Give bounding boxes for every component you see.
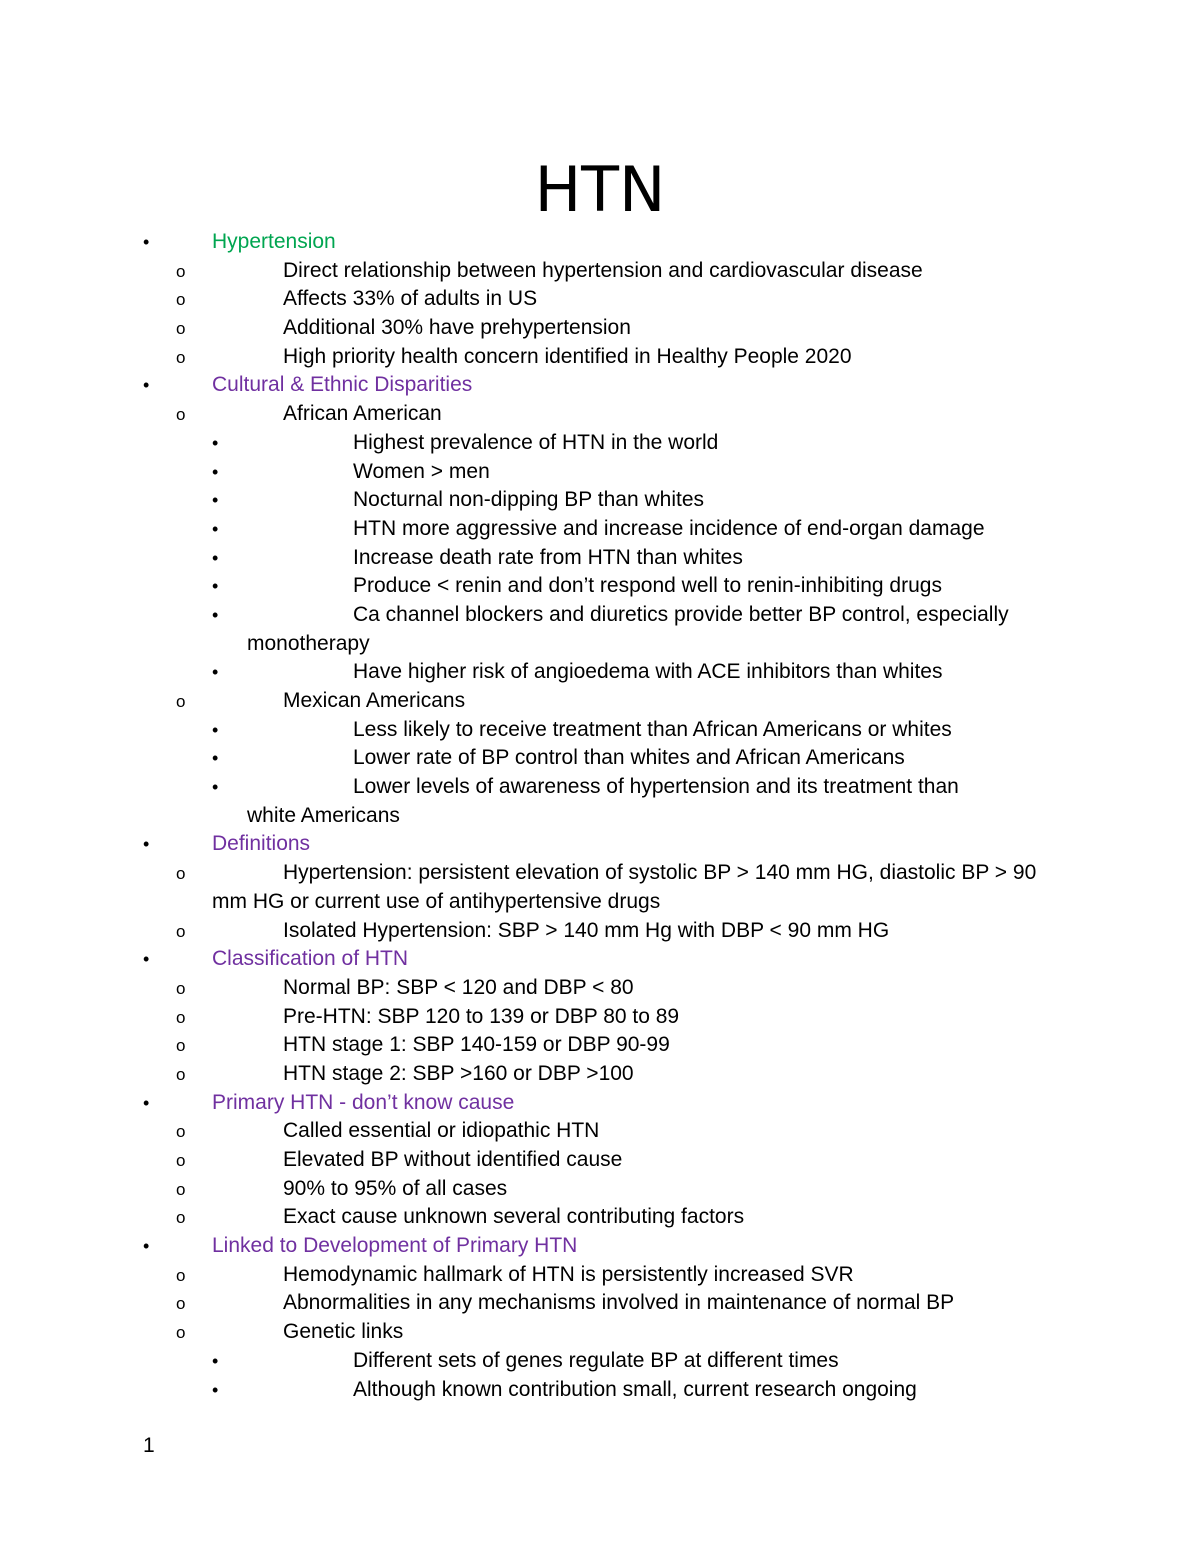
section-heading: Cultural & Ethnic Disparities <box>212 373 473 397</box>
bullet-icon: • <box>212 1350 219 1371</box>
outline-item-level-3 <box>0 572 1200 601</box>
outline-item-level-2 <box>0 400 1200 429</box>
outline-text: High priority health concern identified in Healthy People 2020 <box>283 344 852 368</box>
outline-text: Produce < renin and don’t respond well to renin-inhibiting drugs <box>353 574 942 598</box>
outline-text: Different sets of genes regulate BP at different times <box>353 1348 839 1372</box>
outline-text: Less likely to receive treatment than African Americans or whites <box>353 717 952 741</box>
hollow-bullet-icon: o <box>176 347 186 367</box>
outline-item-level-1 <box>0 371 1200 400</box>
outline-text: HTN stage 1: SBP 140-159 or DBP 90-99 <box>283 1033 670 1057</box>
outline-item-level-cont3 <box>0 802 1200 831</box>
outline-item-level-3 <box>0 773 1200 802</box>
outline-text: Exact cause unknown several contributing factors <box>283 1205 745 1229</box>
outline-item-level-3 <box>0 515 1200 544</box>
hollow-bullet-icon: o <box>176 1265 186 1285</box>
outline-item-level-3 <box>0 544 1200 573</box>
page-number: 1 <box>143 1434 155 1457</box>
outline-text: Highest prevalence of HTN in the world <box>353 430 719 454</box>
hollow-bullet-icon: o <box>176 864 186 884</box>
outline-item-level-2 <box>0 1203 1200 1232</box>
outline-text: Although known contribution small, current research ongoing <box>353 1377 917 1401</box>
hollow-bullet-icon: o <box>176 1151 186 1170</box>
section-heading: Definitions <box>212 832 311 856</box>
outline-item-level-2 <box>0 859 1200 888</box>
bullet-icon: • <box>212 1379 219 1400</box>
outline-item-level-1 <box>0 228 1200 257</box>
outline-item-level-3 <box>0 429 1200 458</box>
hollow-bullet-icon: o <box>176 319 186 339</box>
outline-text: white Americans <box>247 803 400 827</box>
bullet-icon: • <box>212 576 219 597</box>
outline-text: HTN more aggressive and increase incidence of end-organ damage <box>353 516 985 540</box>
bullet-icon: • <box>212 432 219 453</box>
outline-item-level-2 <box>0 1175 1200 1204</box>
outline-text: Mexican Americans <box>283 689 466 712</box>
outline-item-level-3 <box>0 458 1200 487</box>
outline-text: monotherapy <box>247 631 370 655</box>
outline-text: Called essential or idiopathic HTN <box>283 1119 600 1143</box>
outline-item-level-3 <box>0 744 1200 773</box>
bullet-icon: • <box>143 375 150 396</box>
bullet-icon: • <box>212 518 219 539</box>
outline-text: Normal BP: SBP < 120 and DBP < 80 <box>283 975 634 999</box>
outline-item-level-2 <box>0 343 1200 372</box>
outline-text: Lower levels of awareness of hypertension and its treatment than <box>353 775 959 799</box>
bullet-icon: • <box>143 232 150 252</box>
outline-list <box>0 228 1200 1404</box>
outline-item-level-cont2 <box>0 888 1200 917</box>
outline-item-level-3 <box>0 486 1200 515</box>
outline-text: Lower rate of BP control than whites and African Americans <box>353 746 905 770</box>
outline-text: Affects 33% of adults in US <box>283 287 538 311</box>
outline-text: Women > men <box>353 459 490 483</box>
outline-item-level-1 <box>0 830 1200 859</box>
outline-text: Isolated Hypertension: SBP > 140 mm Hg with DBP < 90 mm HG <box>283 918 890 942</box>
outline-item-level-2 <box>0 257 1200 286</box>
outline-item-level-2 <box>0 1318 1200 1347</box>
outline-item-level-2 <box>0 285 1200 314</box>
outline-item-level-cont3 <box>0 630 1200 659</box>
outline-item-level-1 <box>0 1232 1200 1261</box>
outline-item-level-2 <box>0 1289 1200 1318</box>
hollow-bullet-icon: o <box>176 921 186 941</box>
outline-text: Increase death rate from HTN than whites <box>353 545 743 569</box>
outline-text: Genetic links <box>283 1320 404 1344</box>
bullet-icon: • <box>143 1092 150 1113</box>
outline-text: Direct relationship between hypertension and cardiovascular disease <box>283 258 923 282</box>
outline-text: Pre-HTN: SBP 120 to 139 or DBP 80 to 89 <box>283 1004 680 1028</box>
hollow-bullet-icon: o <box>176 1208 186 1228</box>
outline-item-level-3 <box>0 658 1200 687</box>
bullet-icon: • <box>212 777 219 798</box>
hollow-bullet-icon: o <box>176 1179 186 1199</box>
bullet-icon: • <box>212 748 219 769</box>
outline-item-level-2 <box>0 1261 1200 1290</box>
bullet-icon: • <box>212 662 219 683</box>
section-heading: Linked to Development of Primary HTN <box>212 1234 578 1258</box>
outline-item-level-2 <box>0 687 1200 716</box>
outline-item-level-2 <box>0 1060 1200 1089</box>
hollow-bullet-icon: o <box>176 290 186 310</box>
outline-item-level-2 <box>0 314 1200 343</box>
hollow-bullet-icon: o <box>176 261 186 281</box>
outline-text: African American <box>283 402 442 426</box>
outline-item-level-1 <box>0 1089 1200 1118</box>
outline-text: Hemodynamic hallmark of HTN is persistently increased SVR <box>283 1262 854 1286</box>
outline-text: Abnormalities in any mechanisms involved in maintenance of normal BP <box>283 1291 955 1315</box>
section-heading: Hypertension <box>212 230 336 253</box>
outline-item-level-1 <box>0 945 1200 974</box>
outline-text: 90% to 95% of all cases <box>283 1176 508 1200</box>
section-heading: Classification of HTN <box>212 947 409 971</box>
hollow-bullet-icon: o <box>176 978 186 998</box>
hollow-bullet-icon: o <box>176 692 186 711</box>
bullet-icon: • <box>212 490 219 511</box>
outline-text: Nocturnal non-dipping BP than whites <box>353 488 705 512</box>
bullet-icon: • <box>212 547 219 568</box>
outline-text: Additional 30% have prehypertension <box>283 316 631 340</box>
outline-item-level-3 <box>0 716 1200 745</box>
bullet-icon: • <box>143 1236 150 1257</box>
outline-text: Have higher risk of angioedema with ACE inhibitors than whites <box>353 660 943 684</box>
outline-item-level-3 <box>0 601 1200 630</box>
outline-text: mm HG or current use of antihypertensive drugs <box>212 889 661 913</box>
hollow-bullet-icon: o <box>176 1323 186 1343</box>
hollow-bullet-icon: o <box>176 1122 186 1142</box>
bullet-icon: • <box>143 834 150 855</box>
hollow-bullet-icon: o <box>176 1007 186 1027</box>
outline-item-level-2 <box>0 917 1200 946</box>
section-heading: Primary HTN - don’t know cause <box>212 1090 515 1114</box>
outline-item-level-2 <box>0 974 1200 1003</box>
outline-text: Ca channel blockers and diuretics provide better BP control, especially <box>353 602 1009 626</box>
bullet-icon: • <box>212 719 219 740</box>
outline-text: Hypertension: persistent elevation of systolic BP > 140 mm HG, diastolic BP > 90 <box>283 861 1037 885</box>
bullet-icon: • <box>212 604 219 625</box>
hollow-bullet-icon: o <box>176 1294 186 1314</box>
bullet-icon: • <box>143 949 150 970</box>
bullet-icon: • <box>212 461 219 482</box>
outline-text: Elevated BP without identified cause <box>283 1148 623 1171</box>
outline-item-level-3 <box>0 1376 1200 1405</box>
outline-item-level-2 <box>0 1146 1200 1175</box>
hollow-bullet-icon: o <box>176 1036 186 1056</box>
document-title: HTN <box>534 153 666 226</box>
hollow-bullet-icon: o <box>176 405 186 425</box>
outline-item-level-2 <box>0 1117 1200 1146</box>
outline-item-level-2 <box>0 1031 1200 1060</box>
outline-item-level-2 <box>0 1003 1200 1032</box>
hollow-bullet-icon: o <box>176 1064 186 1084</box>
outline-item-level-3 <box>0 1347 1200 1376</box>
outline-text: HTN stage 2: SBP >160 or DBP >100 <box>283 1061 634 1085</box>
